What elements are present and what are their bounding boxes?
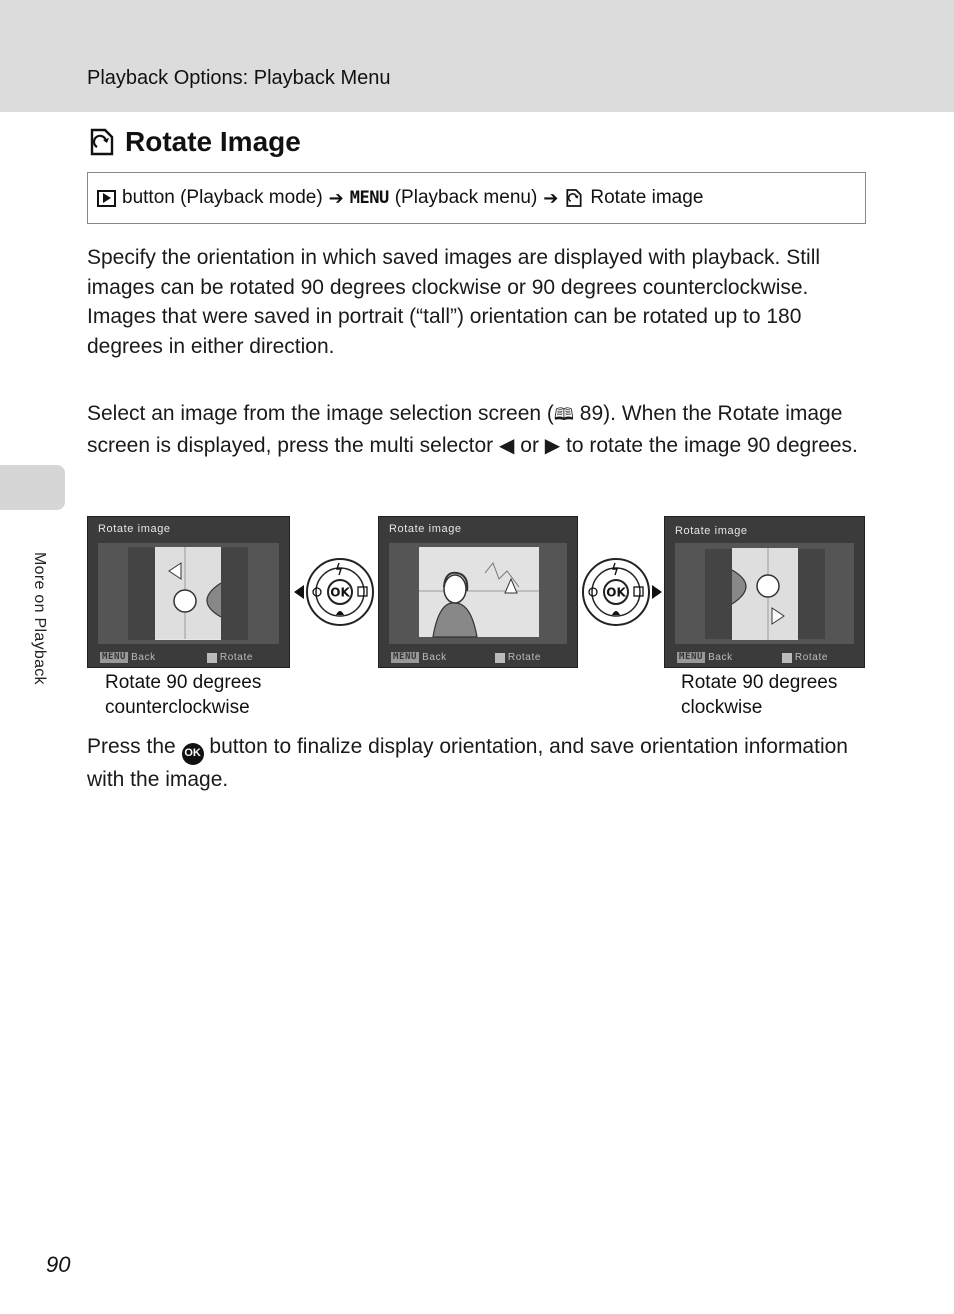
camera-screen-original bbox=[378, 516, 578, 668]
menu-button-icon: MENU bbox=[102, 652, 127, 662]
rotate-hint: Rotate bbox=[782, 652, 828, 663]
back-hint: MENU Back bbox=[393, 652, 447, 663]
side-tab-label: More on Playback bbox=[31, 552, 48, 685]
intro-paragraph: Specify the orientation in which saved images are displayed with playback. Still images can be rotated 90 degrees clockwise or 90 degrees counterclockwise. Images that were saved in portrait (“tall”) orientation can be rotated up to 180 degrees in either direction. bbox=[87, 246, 821, 358]
page-number: 90 bbox=[46, 1252, 71, 1277]
nav-part3: Rotate image bbox=[590, 187, 704, 208]
screen-title: Rotate image bbox=[389, 523, 462, 535]
dial-ok-label: OK bbox=[606, 585, 626, 600]
book-reference-icon: 🕮 bbox=[553, 405, 574, 425]
menu-button-icon: MENU bbox=[679, 652, 704, 662]
ok-button-icon: OK bbox=[182, 743, 204, 765]
menu-button-icon: MENU bbox=[393, 652, 418, 662]
screen-title: Rotate image bbox=[675, 525, 748, 537]
playback-button-icon bbox=[97, 190, 116, 207]
nav-part2: (Playback menu) bbox=[394, 187, 538, 208]
screen-view bbox=[389, 543, 567, 644]
navigation-path bbox=[87, 172, 866, 224]
multi-selector-dial-right bbox=[580, 557, 664, 627]
caption-counterclockwise: Rotate 90 degrees counterclockwise bbox=[105, 672, 262, 718]
screen-title: Rotate image bbox=[98, 523, 171, 535]
multi-selector-icon bbox=[782, 653, 792, 663]
multi-selector-right-icon: ▶ bbox=[544, 434, 561, 457]
multi-selector-left-icon: ◀ bbox=[499, 434, 515, 457]
rotate-hint: Rotate bbox=[207, 652, 253, 663]
dial-ok-label: OK bbox=[330, 585, 350, 600]
arrow-right-icon: ➔ bbox=[543, 187, 559, 208]
running-head: Playback Options: Playback Menu bbox=[87, 67, 391, 89]
multi-selector-icon bbox=[207, 653, 217, 663]
nav-part1: button (Playback mode) bbox=[122, 187, 323, 208]
instruction-paragraph: Select an image from the image selection screen (🕮 89). When the Rotate image screen is displayed, press the multi selector ◀ or ▶ to rotate the image 90 degrees. bbox=[87, 402, 858, 457]
header-band bbox=[0, 0, 954, 112]
portrait-image bbox=[389, 543, 569, 644]
rotated-portrait-image bbox=[98, 543, 281, 644]
arrow-right-icon: ➔ bbox=[328, 187, 344, 208]
finalize-paragraph: Press the OK button to finalize display orientation, and save orientation information with the image. bbox=[87, 735, 848, 791]
side-tab bbox=[0, 465, 65, 510]
rotate-image-icon bbox=[564, 188, 584, 208]
camera-screen-clockwise bbox=[664, 516, 865, 668]
back-hint: MENU Back bbox=[679, 652, 733, 663]
caption-clockwise: Rotate 90 degrees clockwise bbox=[681, 672, 838, 718]
rotate-image-icon bbox=[87, 127, 117, 157]
section-title-text: Rotate Image bbox=[125, 126, 301, 157]
screen-view bbox=[98, 543, 279, 644]
screen-view bbox=[675, 543, 854, 644]
multi-selector-dial-left bbox=[292, 557, 376, 627]
back-hint: MENU Back bbox=[102, 652, 156, 663]
rotated-portrait-image bbox=[675, 543, 856, 644]
camera-screen-counterclockwise bbox=[87, 516, 290, 668]
section-title bbox=[87, 122, 301, 162]
menu-button-icon: MENU bbox=[349, 188, 389, 208]
rotate-hint: Rotate bbox=[495, 652, 541, 663]
multi-selector-icon bbox=[495, 653, 505, 663]
